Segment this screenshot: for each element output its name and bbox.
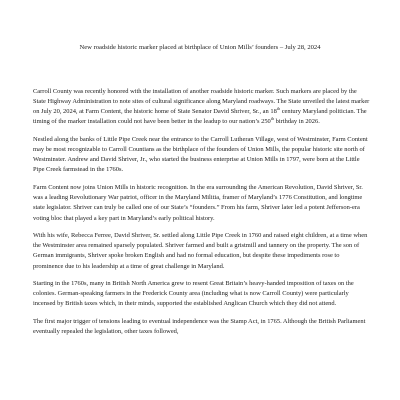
paragraph-text: The first major trigger of tensions leading to eventual independence was the Stamp Act, in 1765. Although the British Parliament eventually repealed the legislation, other taxes followed, — [33, 317, 366, 336]
article-paragraph — [33, 183, 371, 224]
article-paragraph — [33, 317, 371, 337]
paragraph-text: Nestled along the banks of Little Pipe Creek near the entrance to the Carroll Lutheran Village, west of Westminster, Farm Content may be most recognizable to Carroll Countians as the birthplace of the founders of Union Mills, the popular historic site north of Westminster. Andrew and David Shriver, Jr., who started the business enterprise at Union Mills in 1797, were born at the Little Pipe Creek farmstead in the 1760s. — [33, 136, 368, 174]
ordinal-superscript: th — [276, 106, 281, 112]
article-body — [33, 87, 371, 345]
paragraph-text: birthday in 2026. — [274, 118, 320, 126]
article-title: New roadside historic marker placed at birthplace of Union Mills’ founders – July 28, 2024 — [79, 44, 321, 51]
article-paragraph — [33, 231, 371, 272]
paragraph-text: century Maryland politician. The timing of the marker installation could not have been better in the leadup to our nation’s 250 — [33, 108, 367, 126]
paragraph-text: Starting in the 1760s, many in British North America grew to resent Great Britain’s heavy-handed imposition of taxes on the colonies. German-speaking farmers in the Frederick County area (including what is now Carroll County) were particularly incensed by British taxes which, in their minds, supported the established Anglican Church which they did not attend. — [33, 280, 354, 308]
paragraph-text: Farm Content now joins Union Mills in historic recognition. In the era surrounding the American Revolution, David Shriver, Sr. was a leading Revolutionary War patriot, officer in the Maryland Militia, framer of Maryland’s 1776 Constitution, and longtime state legislator. Shriver can truly be called one of our State’s “founders.” From his farm, Shriver later led a potent Jefferson-era voting bloc that played a key part in Maryland’s early political history. — [33, 184, 363, 222]
ordinal-superscript: th — [270, 116, 275, 122]
paragraph-text: Carroll County was recently honored with the installation of another roadside historic marker. Such markers are placed by the State Highway Administration to note sites of cultural significance along Maryland roadways. The State unveiled the latest marker on July 20, 2024, at Farm Content, the historic home of State Senator David Shriver, Sr., an 18 — [33, 88, 370, 116]
article-paragraph — [33, 279, 371, 309]
article-paragraph — [33, 135, 371, 176]
article-paragraph — [33, 87, 371, 128]
paragraph-text: With his wife, Rebecca Ferree, David Shriver, Sr. settled along Little Pipe Creek in 1760 and raised eight children, at a time when the Westminster area remained sparsely populated. Shriver farmed and built a gristmill and tannery on the property. The son of German immigrants, Shriver spoke broken English and had no formal education, but despite these impediments rose to prominence due to his leadership at a time of great challenge in Maryland. — [33, 232, 368, 270]
